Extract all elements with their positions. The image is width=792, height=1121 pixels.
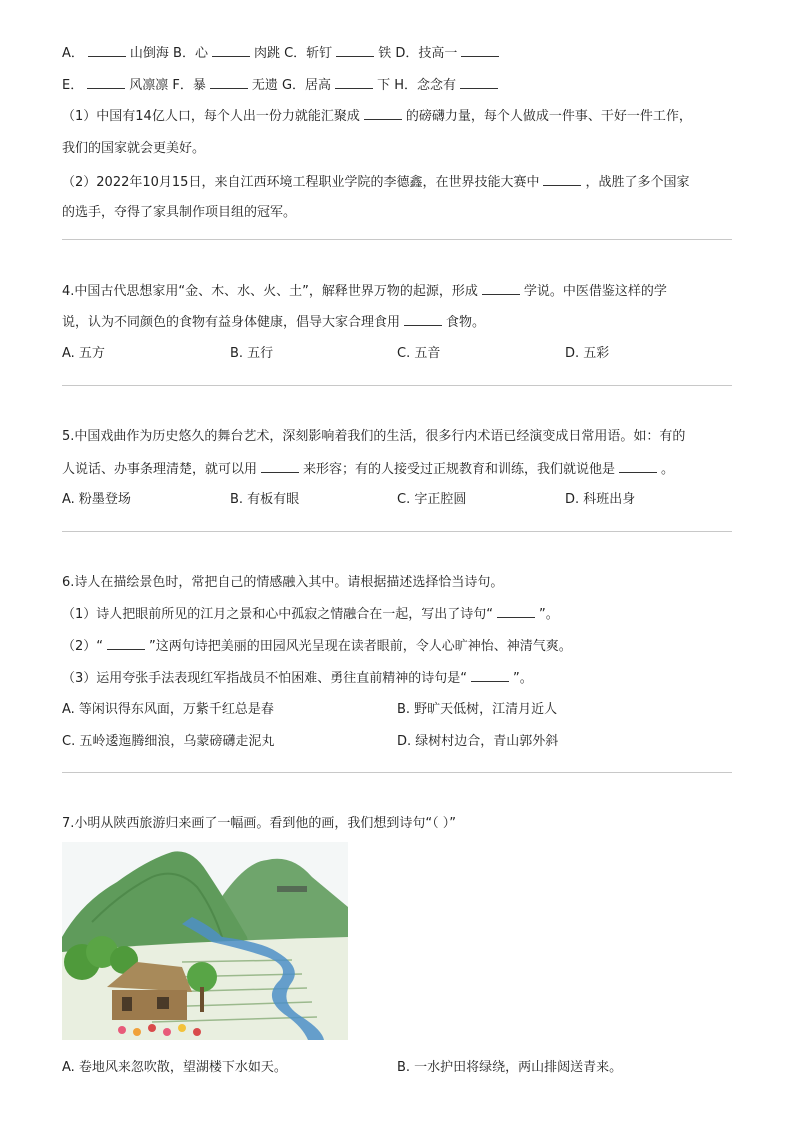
q3-sub2-text-a: （2）2022年10月15日，来自江西环境工程职业学院的李德鑫，在世界技能大赛中 — [62, 175, 540, 190]
q6-sub3 — [62, 669, 533, 688]
q4-line1 — [62, 282, 667, 301]
answer-blank[interactable] — [107, 637, 145, 650]
q4-option-c[interactable]: C. 五音 — [397, 346, 441, 361]
q7-text: 7.小明从陕西旅游归来画了一幅画。看到他的画，我们想到诗句“（ ）” — [62, 816, 457, 831]
q6-option-a[interactable]: A. 等闲识得东风面，万紫千红总是春 — [62, 702, 274, 717]
q5-text-c: 来形容；有的人接受过正规教育和训练，我们就说他是 — [303, 462, 616, 477]
q3-label-a: A． — [62, 46, 84, 61]
q5-line2 — [62, 460, 674, 479]
q4-option-d[interactable]: D. 五彩 — [565, 346, 610, 361]
q4-text-a: 4.中国古代思想家用“金、木、水、火、土”，解释世界万物的起源，形成 — [62, 284, 478, 299]
divider — [62, 531, 732, 532]
q3-sub1-line2 — [62, 140, 205, 158]
answer-blank[interactable] — [497, 605, 535, 618]
q6-sub2 — [62, 637, 572, 656]
answer-blank[interactable] — [364, 107, 402, 120]
q5-text-d: 。 — [661, 462, 675, 477]
q3-label-c: 肉跳 C．斩钉 — [253, 46, 333, 61]
q6-sub3-text-b: ”。 — [513, 671, 533, 686]
answer-blank[interactable] — [460, 76, 498, 89]
q3-label-d: 铁 D．技高一 — [378, 46, 458, 61]
q5-option-c[interactable]: C. 字正腔圆 — [397, 492, 467, 507]
q3-sub1-line1 — [62, 107, 692, 126]
q6-option-d[interactable]: D. 绿树村边合，青山郭外斜 — [397, 734, 559, 749]
q3-label-b: 山倒海 B．心 — [129, 46, 208, 61]
answer-blank[interactable] — [87, 76, 125, 89]
q7-line1 — [62, 815, 456, 833]
q3-row2 — [62, 76, 502, 95]
q3-sub2-text-c: 的选手，夺得了家具制作项目组的冠军。 — [62, 205, 297, 220]
q6-sub1-text-b: ”。 — [539, 607, 559, 622]
q3-sub1-text-a: （1）中国有14亿人口，每个人出一份力就能汇聚成 — [62, 109, 360, 124]
answer-blank[interactable] — [88, 44, 126, 57]
divider — [62, 385, 732, 386]
answer-blank[interactable] — [212, 44, 250, 57]
q7-option-a[interactable]: A. 卷地风来忽吹散，望湖楼下水如天。 — [62, 1060, 287, 1075]
q4-text-c: 说，认为不同颜色的食物有益身体健康，倡导大家合理食用 — [62, 315, 401, 330]
q6-sub1 — [62, 605, 559, 624]
q5-option-a[interactable]: A. 粉墨登场 — [62, 492, 131, 507]
answer-blank[interactable] — [482, 282, 520, 295]
q3-sub1-text-c: 我们的国家就会更美好。 — [62, 141, 206, 156]
q3-label-e: E． — [62, 78, 84, 93]
q3-sub2-line2 — [62, 204, 296, 222]
q3-row1 — [62, 44, 503, 63]
divider — [62, 772, 732, 773]
answer-blank[interactable] — [461, 44, 499, 57]
q6-sub2-text-a: （2）“ — [62, 639, 104, 654]
q5-text-b: 人说话、办事条理清楚，就可以用 — [62, 462, 258, 477]
q3-sub1-text-b: 的磅礴力量，每个人做成一件事、干好一件工作， — [405, 109, 692, 124]
q4-text-b: 学说。中医借鉴这样的学 — [523, 284, 667, 299]
q5-text-a: 5.中国戏曲作为历史悠久的舞台艺术，深刻影响着我们的生活，很多行内术语已经演变成日常用语。如：有的 — [62, 429, 686, 444]
q6-text: 6.诗人在描绘景色时，常把自己的情感融入其中。请根据描述选择恰当诗句。 — [62, 575, 504, 590]
q4-line2 — [62, 313, 485, 332]
q3-sub2-text-b: ，战胜了多个国家 — [585, 175, 690, 190]
q5-option-b[interactable]: B. 有板有眼 — [230, 492, 300, 507]
answer-blank[interactable] — [543, 173, 581, 186]
q4-text-d: 食物。 — [446, 315, 486, 330]
landscape-painting — [62, 842, 348, 1040]
answer-blank[interactable] — [619, 460, 657, 473]
answer-blank[interactable] — [210, 76, 248, 89]
answer-blank[interactable] — [471, 669, 509, 682]
q6-sub3-text-a: （3）运用夸张手法表现红军指战员不怕困难、勇往直前精神的诗句是“ — [62, 671, 468, 686]
q3-label-h: 下 H．念念有 — [377, 78, 456, 93]
q7-option-b[interactable]: B. 一水护田将绿绕，两山排闼送青来。 — [397, 1060, 623, 1075]
q6-sub2-text-b: ”这两句诗把美丽的田园风光呈现在读者眼前，令人心旷神怡、神清气爽。 — [149, 639, 572, 654]
q3-sub2-line1 — [62, 173, 689, 192]
q6-option-c[interactable]: C. 五岭逶迤腾细浪，乌蒙磅礴走泥丸 — [62, 734, 275, 749]
q3-label-g: 无遗 G．居高 — [251, 78, 332, 93]
answer-blank[interactable] — [404, 313, 442, 326]
q5-line1 — [62, 428, 685, 446]
q6-sub1-text-a: （1）诗人把眼前所见的江月之景和心中孤寂之情融合在一起，写出了诗句“ — [62, 607, 494, 622]
q6-line1 — [62, 574, 503, 592]
answer-blank[interactable] — [336, 44, 374, 57]
q6-option-b[interactable]: B. 野旷天低树，江清月近人 — [397, 702, 558, 717]
q5-option-d[interactable]: D. 科班出身 — [565, 492, 636, 507]
answer-blank[interactable] — [261, 460, 299, 473]
q4-option-a[interactable]: A. 五方 — [62, 346, 105, 361]
divider — [62, 239, 732, 240]
q3-label-f: 风凛凛 F．暴 — [129, 78, 206, 93]
q4-option-b[interactable]: B. 五行 — [230, 346, 274, 361]
answer-blank[interactable] — [335, 76, 373, 89]
